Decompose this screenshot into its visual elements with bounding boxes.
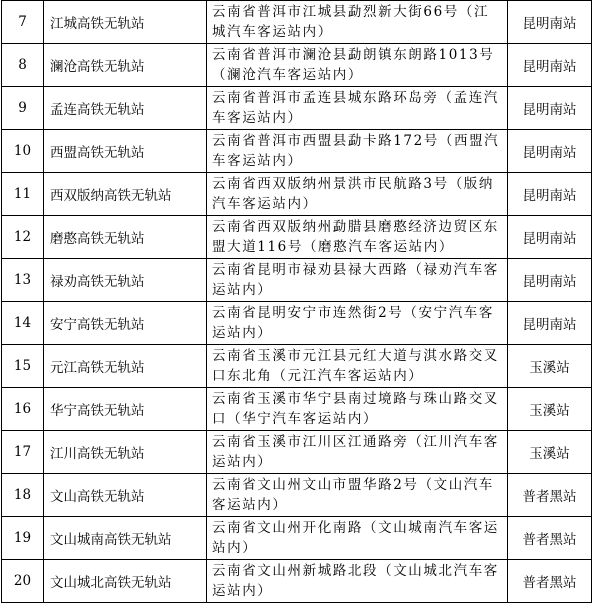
station-address: 云南省文山州文山市盟华路2号（文山汽车客运站内） — [207, 474, 508, 517]
station-address: 云南省昆明市禄劝县禄大西路（禄劝汽车客运站内） — [207, 259, 508, 302]
table-row — [2, 130, 592, 173]
table-row — [2, 87, 592, 130]
row-number: 12 — [2, 216, 44, 259]
table-row — [2, 431, 592, 474]
hub-station: 普者黑站 — [508, 560, 592, 603]
table-row — [2, 474, 592, 517]
station-name: 文山高铁无轨站 — [44, 474, 207, 517]
table-row — [2, 517, 592, 560]
station-address: 云南省文山州开化南路（文山城南汽车客运站内） — [207, 517, 508, 560]
station-name: 西盟高铁无轨站 — [44, 130, 207, 173]
table-row — [2, 173, 592, 216]
station-address: 云南省玉溪市江川区江通路旁（江川汽车客运站内） — [207, 431, 508, 474]
station-address: 云南省文山州新城路北段（文山城北汽车客运站内） — [207, 560, 508, 603]
table-row — [2, 216, 592, 259]
hub-station: 昆明南站 — [508, 87, 592, 130]
hub-station: 玉溪站 — [508, 431, 592, 474]
station-name: 安宁高铁无轨站 — [44, 302, 207, 345]
station-name: 禄劝高铁无轨站 — [44, 259, 207, 302]
station-address: 云南省西双版纳州景洪市民航路3号（版纳汽车客运站内） — [207, 173, 508, 216]
table-row — [2, 44, 592, 87]
table-row — [2, 345, 592, 388]
hub-station: 普者黑站 — [508, 474, 592, 517]
hub-station: 昆明南站 — [508, 44, 592, 87]
row-number: 9 — [2, 87, 44, 130]
station-name: 华宁高铁无轨站 — [44, 388, 207, 431]
table-row — [2, 1, 592, 44]
hub-station: 昆明南站 — [508, 259, 592, 302]
row-number: 19 — [2, 517, 44, 560]
hub-station: 昆明南站 — [508, 173, 592, 216]
hub-station: 昆明南站 — [508, 130, 592, 173]
station-address: 云南省玉溪市元江县元红大道与淇水路交叉口东北角（元江汽车客运站内） — [207, 345, 508, 388]
station-name: 西双版纳高铁无轨站 — [44, 173, 207, 216]
row-number: 14 — [2, 302, 44, 345]
station-name: 磨憨高铁无轨站 — [44, 216, 207, 259]
station-name: 江川高铁无轨站 — [44, 431, 207, 474]
station-address: 云南省昆明安宁市连然街2号（安宁汽车客运站内） — [207, 302, 508, 345]
station-name: 澜沧高铁无轨站 — [44, 44, 207, 87]
row-number: 13 — [2, 259, 44, 302]
row-number: 20 — [2, 560, 44, 603]
table-row — [2, 388, 592, 431]
row-number: 18 — [2, 474, 44, 517]
table-row — [2, 302, 592, 345]
hub-station: 普者黑站 — [508, 517, 592, 560]
row-number: 7 — [2, 1, 44, 44]
row-number: 10 — [2, 130, 44, 173]
station-table — [1, 0, 592, 603]
hub-station: 昆明南站 — [508, 216, 592, 259]
row-number: 11 — [2, 173, 44, 216]
hub-station: 昆明南站 — [508, 1, 592, 44]
station-address: 云南省普洱市江城县勐烈新大街66号（江城汽车客运站内） — [207, 1, 508, 44]
row-number: 17 — [2, 431, 44, 474]
station-name: 文山城南高铁无轨站 — [44, 517, 207, 560]
station-address: 云南省普洱市西盟县勐卡路172号（西盟汽车客运站内） — [207, 130, 508, 173]
table-row — [2, 560, 592, 603]
row-number: 16 — [2, 388, 44, 431]
hub-station: 昆明南站 — [508, 302, 592, 345]
station-address: 云南省普洱市孟连县城东路环岛旁（孟连汽车客运站内） — [207, 87, 508, 130]
row-number: 15 — [2, 345, 44, 388]
station-address: 云南省西双版纳州勐腊县磨憨经济边贸区东盟大道116号（磨憨汽车客运站内） — [207, 216, 508, 259]
station-address: 云南省普洱市澜沧县勐朗镇东朗路1013号（澜沧汽车客运站内） — [207, 44, 508, 87]
row-number: 8 — [2, 44, 44, 87]
station-name: 元江高铁无轨站 — [44, 345, 207, 388]
hub-station: 玉溪站 — [508, 345, 592, 388]
station-table-body — [2, 1, 592, 603]
station-name: 文山城北高铁无轨站 — [44, 560, 207, 603]
station-name: 江城高铁无轨站 — [44, 1, 207, 44]
hub-station: 玉溪站 — [508, 388, 592, 431]
station-name: 孟连高铁无轨站 — [44, 87, 207, 130]
station-address: 云南省玉溪市华宁县南过境路与珠山路交叉口（华宁汽车客运站内） — [207, 388, 508, 431]
table-row — [2, 259, 592, 302]
